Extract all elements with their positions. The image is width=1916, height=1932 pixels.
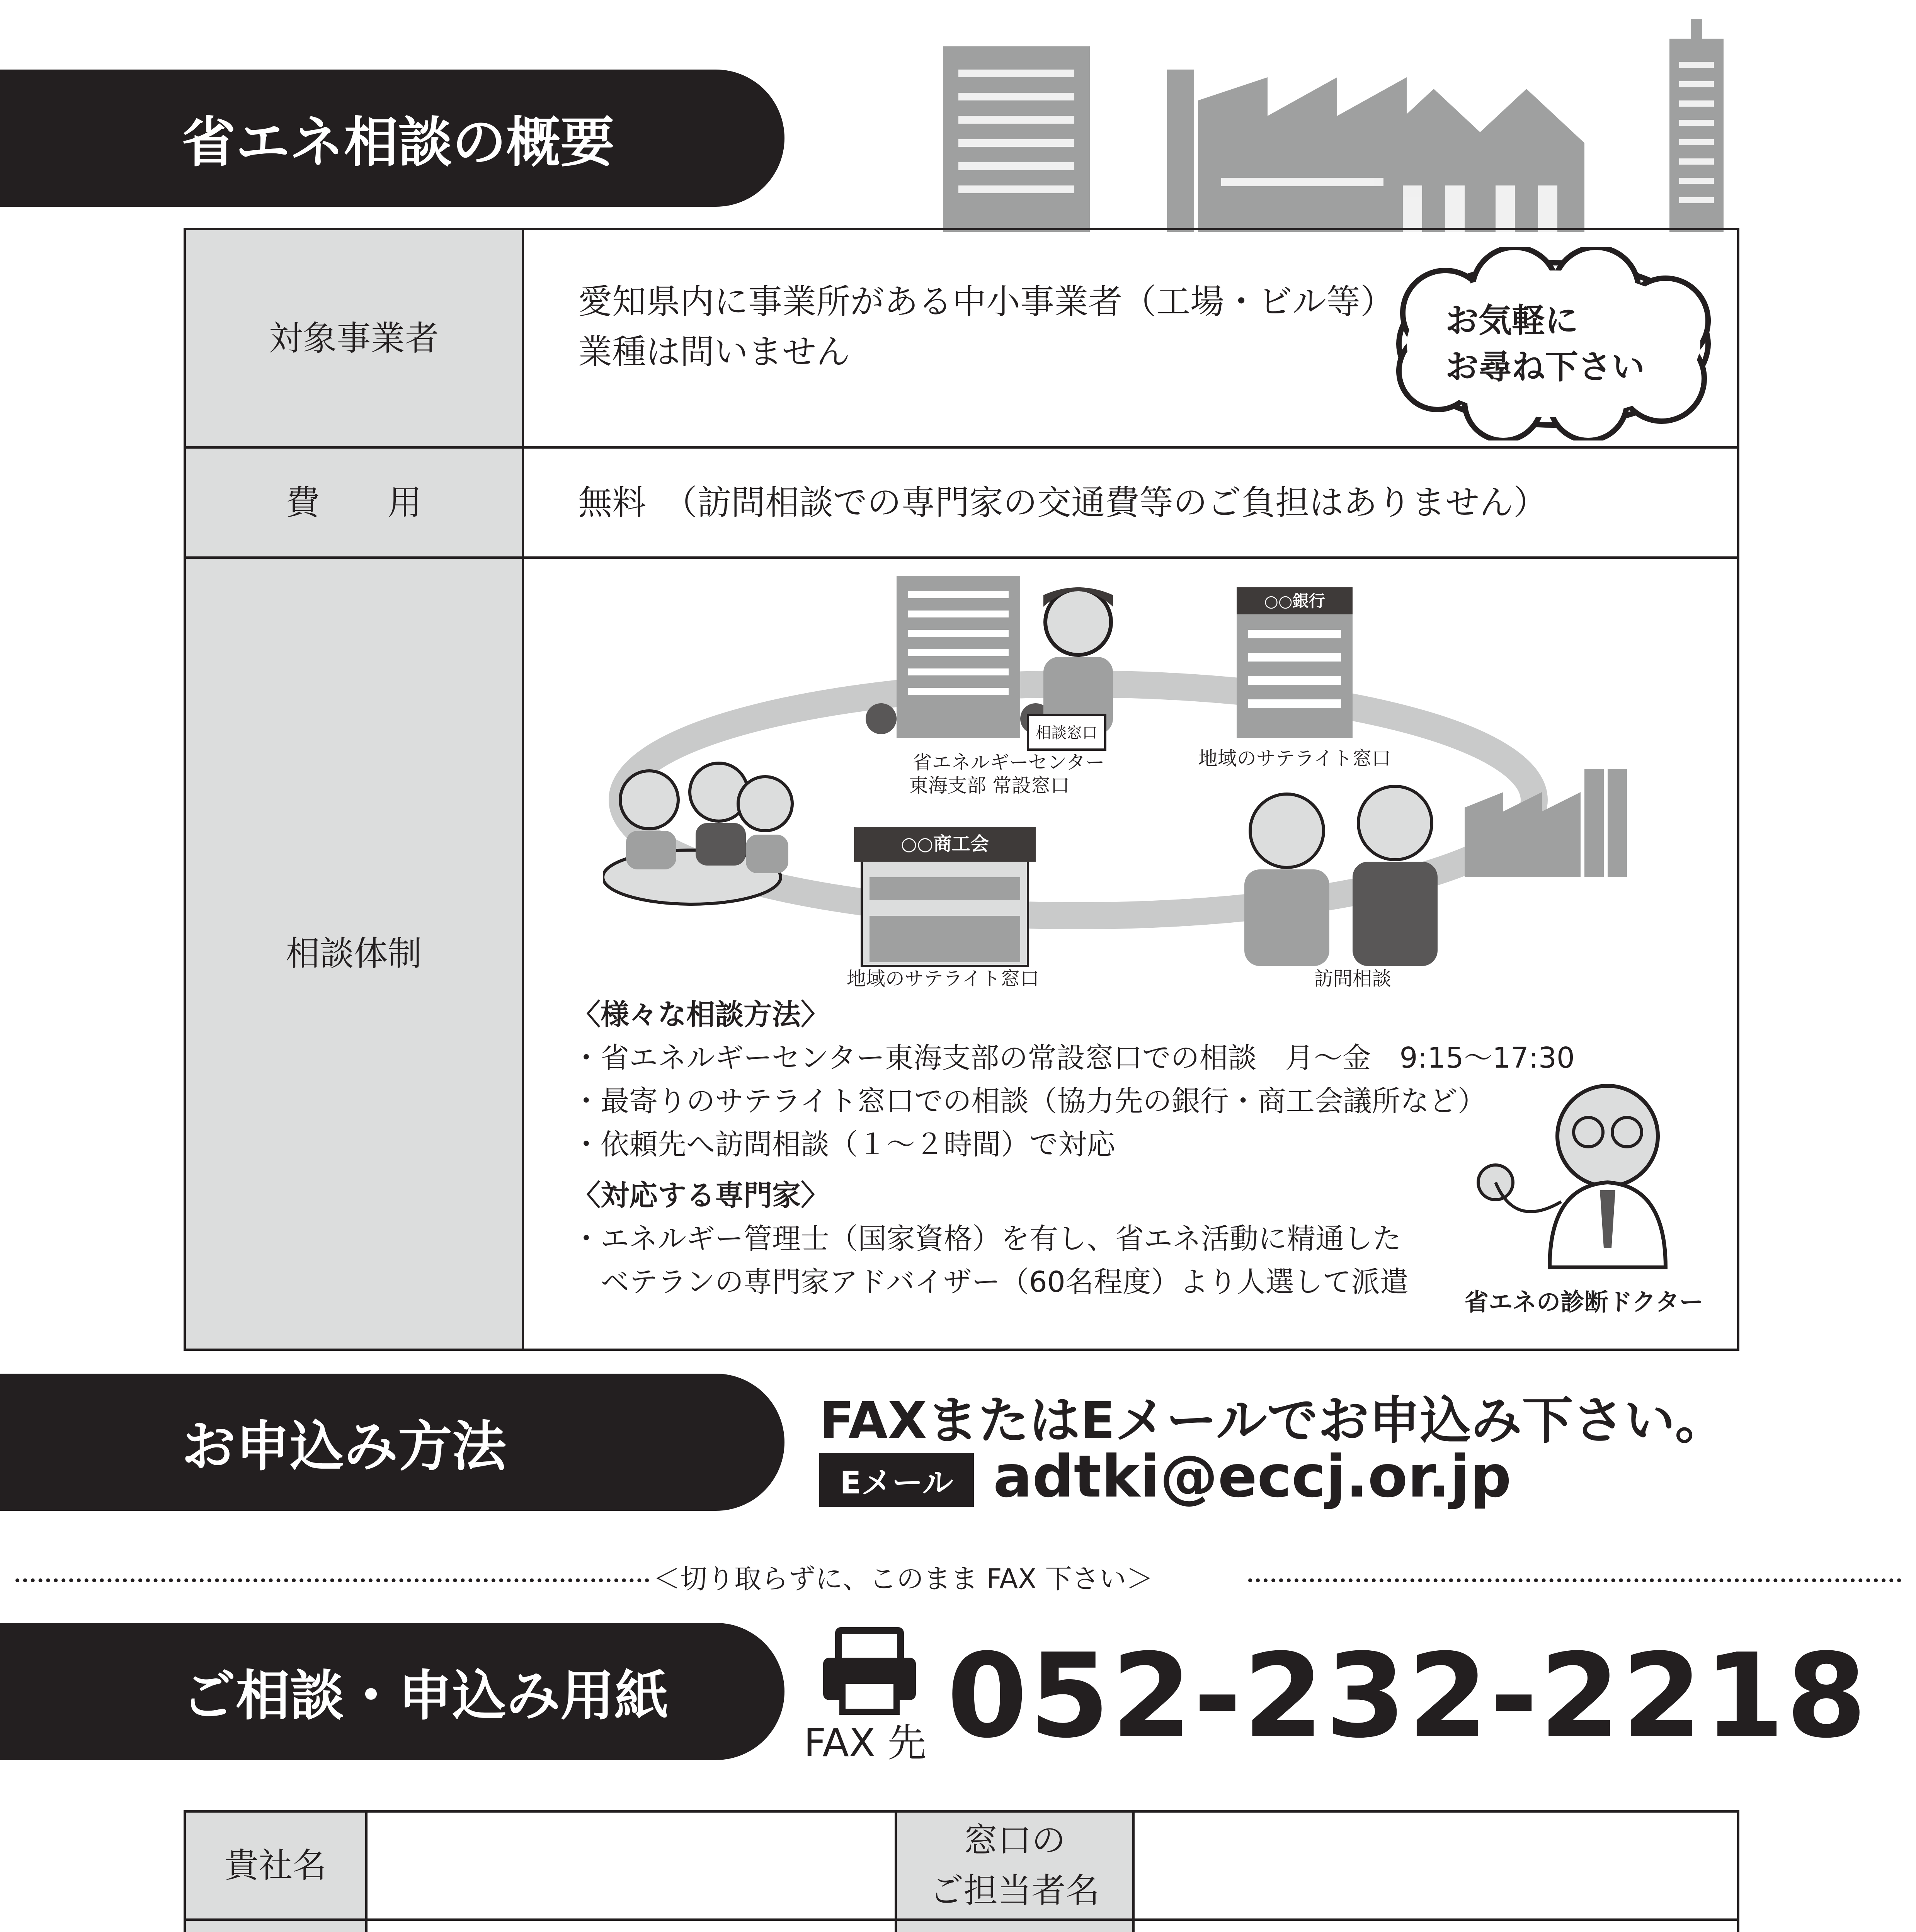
target-line-1: 愛知県内に事業所がある中小事業者（工場・ビル等） [578,282,1395,321]
operator-person-icon [1043,587,1113,734]
method-item: ・省エネルギーセンター東海支部の常設窓口での相談 月～金 9:15～17:30 [572,1041,1575,1075]
method-item: ・依頼先へ訪問相談（１～２時間）で対応 [572,1128,1115,1161]
target-line-2: 業種は問いません [578,332,851,372]
factory-icon [1465,769,1627,877]
application-form-table [184,1810,1739,1932]
email-address[interactable]: adtki@eccj.or.jp [993,1443,1511,1510]
bubble-line-2: お尋ね下さい [1445,348,1645,386]
system-label: 相談体制 [185,558,523,1350]
visit-consultation-icon [1244,786,1438,966]
cutline-left [15,1578,649,1582]
experts-title: 〈対応する専門家〉 [572,1179,829,1212]
overview-heading: 省エネ相談の概要 [182,111,615,174]
methods-title: 〈様々な相談方法〉 [572,998,829,1031]
fax-machine-icon [815,1627,931,1716]
apply-instruction: FAXまたはEメールでお申込み下さい。 [819,1391,1726,1451]
fax-label: FAX 先 [804,1720,927,1765]
target-label: 対象事業者 [185,229,523,447]
center-label-2: 東海支部 常設窓口 [909,774,1070,797]
methods-block [572,993,1575,1304]
form-row [185,1920,1738,1932]
contact-label-2: ご担当者名 [929,1871,1100,1910]
email-badge: Eメール [819,1453,974,1507]
meeting-group-icon [603,763,792,904]
address-input[interactable] [366,1920,896,1932]
bank-label: 地域のサテライト窓口 [1198,747,1391,770]
desk-sign: 相談窓口 [1036,724,1098,742]
company-input[interactable] [366,1811,896,1920]
experts-line-2: ベテランの専門家アドバイザー（60名程度）より人選して派遣 [572,1265,1409,1299]
energy-center-building-icon [866,576,1051,738]
doctor-caption: 省エネの診断ドクター [1465,1288,1703,1316]
form-row [185,1811,1738,1920]
apply-heading-banner [0,1374,784,1511]
fee-label: 費 用 [185,447,523,558]
form-heading-banner [0,1623,784,1760]
cutline-right [1248,1578,1901,1582]
fee-text: 無料 （訪問相談での専門家の交通費等のご負担はありません） [523,447,1738,558]
speech-bubble [1387,247,1720,440]
form-heading: ご相談・申込み用紙 [182,1665,669,1728]
chamber-label: 地域のサテライト窓口 [846,968,1040,990]
chamber-sign: ○○商工会 [901,833,989,855]
doctor-illustration [1461,1066,1724,1279]
bank-sign: ○○銀行 [1264,592,1325,611]
consultation-diagram [603,568,1646,997]
fee-row [185,447,1738,558]
visit-label: 訪問相談 [1314,968,1391,990]
method-item: ・最寄りのサテライト窓口での相談（協力先の銀行・商工会議所など） [572,1085,1486,1118]
contact-label-1: 窓口の [963,1820,1066,1860]
fax-number: 052-232-2218 [947,1629,1868,1764]
apply-heading: お申込み方法 [182,1415,507,1478]
cutline-text: ＜切り取らずに、このまま FAX 下さい＞ [653,1563,1154,1595]
address-label [185,1920,366,1932]
experts-line-1: ・エネルギー管理士（国家資格）を有し、省エネ活動に精通した [572,1222,1401,1255]
industry-input[interactable] [1133,1920,1738,1932]
overview-heading-banner [0,70,784,207]
bubble-line-1: お気軽に [1445,301,1578,340]
skyline-illustration [927,15,1739,232]
company-label: 貴社名 [185,1811,366,1920]
contact-input[interactable] [1133,1811,1738,1920]
center-label-1: 省エネルギーセンター [912,751,1105,774]
